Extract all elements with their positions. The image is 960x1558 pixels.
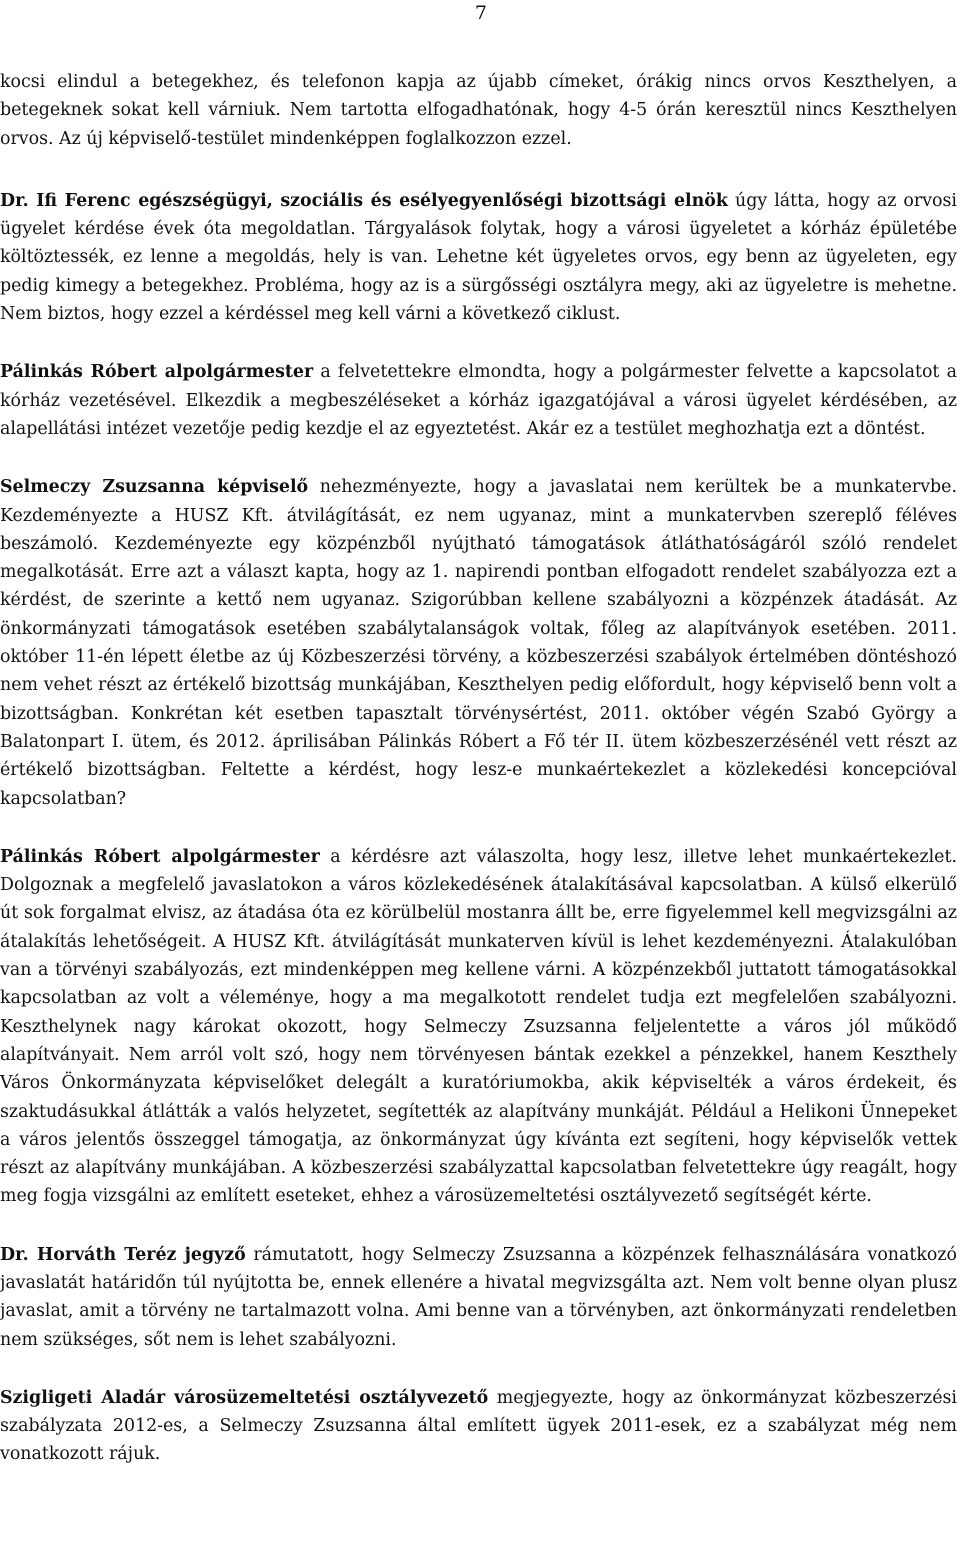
speaker-name: Dr. Horváth Teréz jegyző <box>0 1244 246 1265</box>
paragraph-horvath-teresz <box>0 1241 957 1354</box>
paragraph-text: megjegyezte, hogy az önkormányzat közbeszerzési szabályzata 2012-es, a Selmeczy Zsuzsanna által említett ügyek 2011-esek, ez a szabályzat még nem vonatkozott rájuk. <box>0 1387 957 1465</box>
page-number: 7 <box>474 2 487 24</box>
paragraph-text: rámutatott, hogy Selmeczy Zsuzsanna a közpénzek felhasználására vonatkozó javaslatát határidőn túl nyújtotta be, ennek ellenére a hivatal megvizsgálta azt. Nem volt benne olyan plusz javaslat, amit a törvény ne tartalmazott volna. Ami benne van a törvényben, azt önkormányzati rendeletben nem szükséges, sőt nem is lehet szabályozni. <box>0 1244 957 1350</box>
paragraph-text: kocsi elindul a betegekhez, és telefonon kapja az újabb címeket, órákig nincs orvos Keszthelyen, a betegeknek sokat kell várniuk. Nem tartotta elfogadhatónak, hogy 4-5 órán keresztül nincs Keszthelyen orvos. Az új képviselő-testület mindenképpen foglalkozzon ezzel. <box>0 72 957 149</box>
paragraph-palinkas-robert-1 <box>0 358 957 443</box>
paragraph-text: a kérdésre azt válaszolta, hogy lesz, illetve lehet munkaértekezlet. Dolgoznak a megfelelő javaslatokon a város közlekedésének átalakításával kapcsolatban. A külső elkerülő út sok forgalmat elvisz, az átadása óta ez körülbelül mostanra állt be, erre figyelemmel kell megvizsgálni az átalakítás lehetőségeit. A HUSZ Kft. átvilágítását munkaterven kívül is lehet kezdeményezni. Átalakulóban van a törvényi szabályozás, ezt mindenképpen meg kellene várni. A közpénzekből juttatott támogatásokkal kapcsolatban az volt a véleménye, hogy a ma megalkotott rendelet tudja ezt megfelelően szabályozni. Keszthelynek nagy károkat okozott, hogy Selmeczy Zsuzsanna feljelentette a város jól működő alapítványait. Nem arról volt szó, hogy nem törvényesen bántak ezekkel a pénzekkel, hanem Keszthely Város Önkormányzata képviselőket delegált a kuratóriumokba, akik képviselték a város érdekeit, és szaktudásukkal átlátták a valós helyzetet, segítették az alapítvány munkáját. Például a Helikoni Ünnepeket a város jelentős összeggel támogatja, az önkormányzat úgy kívánta ezt segíteni, hogy képviselők vettek részt az alapítvány munkájában. A közbeszerzési szabályzattal kapcsolatban felvetettekre úgy reagált, hogy meg fogja vizsgálni az említett eseteket, ehhez a városüzemeltetési osztályvezető segítségét kérte. <box>0 846 957 1207</box>
paragraph-text: nehezményezte, hogy a javaslatai nem kerültek be a munkatervbe. Kezdeményezte a HUSZ Kft. átvilágítását, ez nem ugyanaz, mint a munkatervben szereplő féléves beszámoló. Kezdeményezte egy közpénzből nyújtható támogatások átláthatóságáról szóló rendelet megalkotását. Erre azt a választ kapta, hogy az 1. napirendi pontban elfogadott rendelet szabályozza ezt a kérdést, de szerinte a kettő nem ugyanaz. Szigorúbban kellene szabályozni a közpénzek átadását. Az önkormányzati támogatások esetében szabálytalanságok voltak, főleg az alapítványok esetében. 2011. október 11-én lépett életbe az új Közbeszerzési törvény, a közbeszerzési szabályok értelmében döntéshozó nem vehet részt az értékelő bizottság munkájában, Keszthelyen pedig előfordult, hogy képviselő benn volt a bizottságban. Konkrétan két esetben tapasztalt törvénysértést, 2011. október végén Szabó György a Balatonpart I. ütem, és 2012. áprilisában Pálinkás Róbert a Fő tér II. ütem közbeszerzésénél vett részt az értékelő bizottságban. Feltette a kérdést, hogy lesz-e munkaértekezlet a közlekedési koncepcióval kapcsolatban? <box>0 477 957 809</box>
speaker-name: Selmeczy Zsuzsanna képviselő <box>0 477 309 498</box>
speaker-name: Pálinkás Róbert alpolgármester <box>0 362 314 383</box>
paragraph-ifi-ferenc <box>0 187 957 328</box>
speaker-name: Pálinkás Róbert alpolgármester <box>0 846 320 867</box>
paragraph-text: úgy látta, hogy az orvosi ügyelet kérdése évek óta megoldatlan. Tárgyalások folytak, hogy a városi ügyeletet a kórház épületébe költöztessék, ez lenne a megoldás, hely is van. Lehetne két ügyeletes orvos, egy benn az ügyeleten, egy pedig kimegy a betegekhez. Probléma, hogy az is a sürgősségi osztályra megy, aki az ügyeletre is mehetne. Nem biztos, hogy ezzel a kérdéssel meg kell várni a következő ciklust. <box>0 190 957 325</box>
speaker-name: Dr. Ifi Ferenc egészségügyi, szociális és esélyegyenlőségi bizottsági elnök <box>0 190 728 211</box>
paragraph-selmeczy-zsuzsanna <box>0 473 957 813</box>
speaker-name: Szigligeti Aladár városüzemeltetési osztályvezető <box>0 1387 489 1408</box>
paragraph-palinkas-robert-2 <box>0 843 957 1211</box>
paragraph-text: a felvetettekre elmondta, hogy a polgármester felvette a kapcsolatot a kórház vezetésével. Elkezdik a megbeszéléseket a kórház igazgatójával a városi ügyelet kérdésében, az alapellátási intézet vezetője pedig kezdje el az egyeztetést. Akár ez a testület meghozhatja ezt a döntést. <box>0 362 957 439</box>
document-body <box>0 68 957 1499</box>
paragraph-continuation <box>0 68 957 153</box>
paragraph-szigligeti-aladar <box>0 1384 957 1469</box>
